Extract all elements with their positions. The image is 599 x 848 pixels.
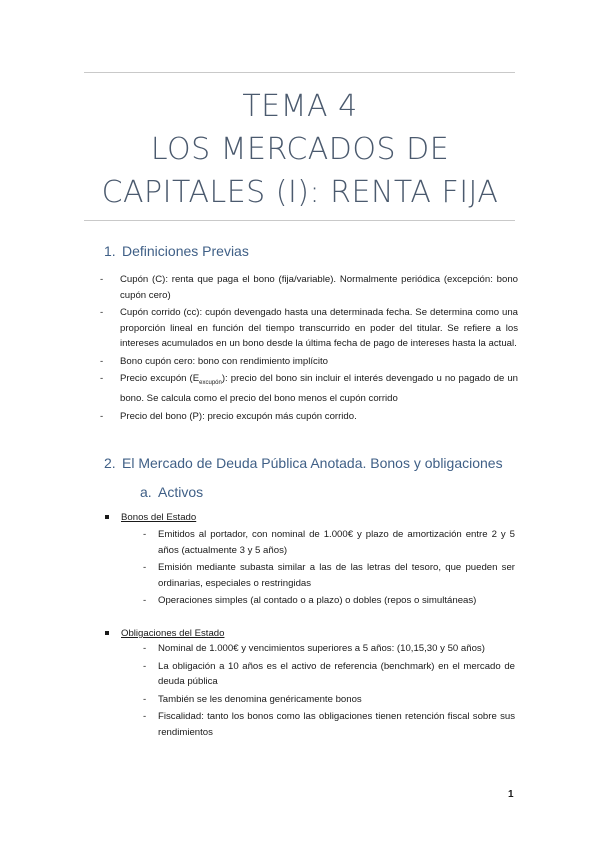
bonos-heading: Bonos del Estado xyxy=(105,511,196,525)
section-2-number: 2. xyxy=(104,455,116,471)
title-line-1: TEMA 4 xyxy=(242,89,358,124)
title-bottom-rule xyxy=(84,220,515,221)
section-2-title: El Mercado de Deuda Pública Anotada. Bonos y obligaciones xyxy=(122,455,503,471)
subsection-a-number: a. xyxy=(140,484,152,500)
subsection-a-heading xyxy=(140,484,203,500)
section-1-number: 1. xyxy=(104,243,116,259)
list-item: - La obligación a 10 años es el activo de referencia (benchmark) en el mercado de deuda pública xyxy=(143,660,515,687)
list-item: - Precio del bono (P): precio excupón más cupón corrido. xyxy=(100,410,357,422)
list-item: - Nominal de 1.000€ y vencimientos superiores a 5 años: (10,15,30 y 50 años) xyxy=(143,643,485,654)
document-title xyxy=(60,85,540,214)
obligaciones-list xyxy=(143,641,515,742)
list-item: - Emitidos al portador, con nominal de 1.000€ y plazo de amortización entre 2 y 5 años (actualmente 3 y 5 años) xyxy=(143,529,515,556)
list-item: - Fiscalidad: tanto los bonos como las obligaciones tienen retención fiscal sobre sus rendimientos xyxy=(143,711,515,738)
subscript: excupón xyxy=(199,379,222,386)
obligaciones-heading: Obligaciones del Estado xyxy=(105,627,224,641)
section-2-heading xyxy=(104,455,503,471)
list-item: - Precio excupón $(E_{excupón})$: precio del bono sin incluir el interés devengado u no pagado de un bono. Se calcula como el precio del bono menos el cupón corrido xyxy=(100,373,518,405)
title-top-rule xyxy=(84,72,515,73)
definitions-list xyxy=(100,272,518,426)
square-bullet-icon xyxy=(105,631,109,635)
list-item: - También se les denomina genéricamente bonos xyxy=(143,693,362,705)
square-bullet-icon xyxy=(105,515,109,519)
list-item: - Bono cupón cero: bono con rendimiento implícito xyxy=(100,355,328,367)
list-item: - Emisión mediante subasta similar a las de las letras del tesoro, que pueden ser ordinarias, especiales o restringidas xyxy=(143,562,515,589)
list-item: - Operaciones simples (al contado o a plazo) o dobles (repos o simultáneas) xyxy=(143,595,477,606)
list-item: - Cupón corrido (cc): cupón devengado hasta una determinada fecha. Se determina como una proporción lineal en función del tiempo transcurrido en poder del titular. Se refiere a los intereses acumulados en un bono desde la última fecha de pago de intereses hasta la actual. xyxy=(100,307,518,349)
title-line-2: LOS MERCADOS DE xyxy=(150,132,450,167)
title-line-3: CAPITALES (I): RENTA FIJA xyxy=(101,175,499,210)
bonos-list xyxy=(143,527,515,611)
section-1-title: Definiciones Previas xyxy=(122,243,249,259)
subsection-a-title: Activos xyxy=(158,484,204,500)
list-item: - Cupón (C): renta que paga el bono (fija/variable). Normalmente periódica (excepción: bono cupón cero) xyxy=(100,274,518,301)
section-1-heading xyxy=(104,243,249,259)
page-number: 1 xyxy=(508,789,514,800)
